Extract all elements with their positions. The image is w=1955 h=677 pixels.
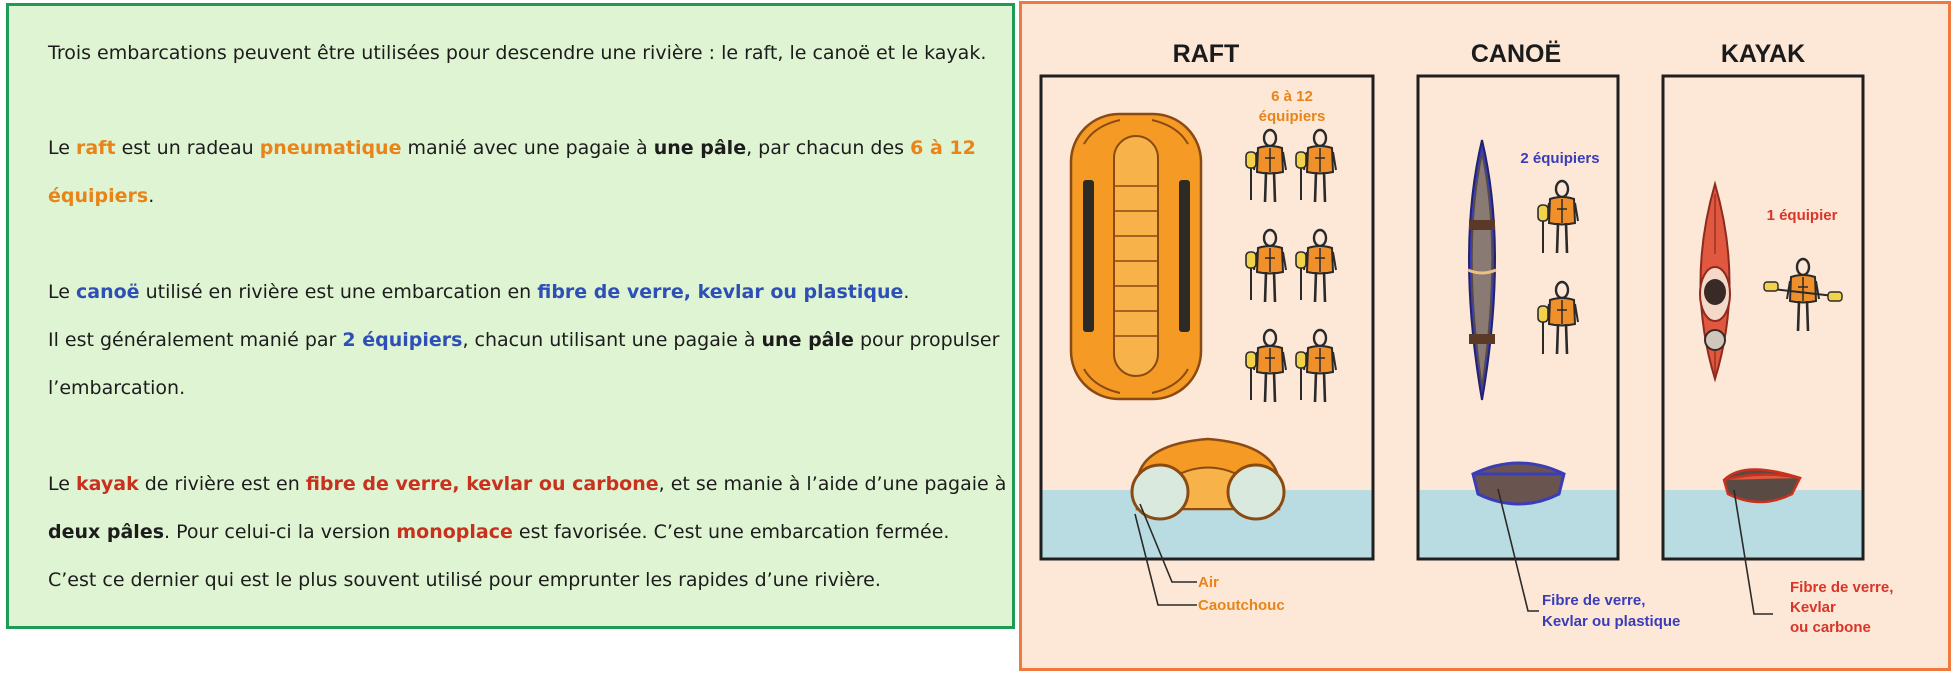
kayak-keyword: kayak [75,473,139,495]
canoe-paragraph-line-2 [48,329,999,351]
raft-crew-label-1: 6 à 12 [1271,88,1313,105]
canoe-paragraph-line-1 [48,281,909,303]
canoe-text: . [903,281,910,303]
raft-keyword: raft [75,137,116,159]
canoe-cross-section-icon [1473,463,1564,504]
text-panel [6,3,1015,629]
kayak-title: KAYAK [1720,40,1806,68]
intro-text: Trois embarcations peuvent être utilisées pour descendre une rivière : le raft, le canoë et le kayak. [48,42,987,64]
canoe-material-1: Fibre de verre, [1542,592,1646,609]
kayak-material-2: Kevlar [1790,599,1836,616]
kayak-text: C’est ce dernier qui est le plus souvent utilisé pour emprunter les rapides d’une rivière. [48,569,881,591]
illustration-panel [1019,1,1951,671]
raft-text: est un radeau [115,137,260,159]
raft-crew-label-2: équipiers [1258,108,1326,125]
raft-top-view-icon [1071,114,1201,399]
canoe-text: Il est généralement manié par [48,329,343,351]
raft-paragraph-line-2 [48,185,154,207]
canoe-keyword: canoë [75,281,140,303]
raft-text: Le [48,137,76,159]
canoe-title: CANOË [1470,40,1562,68]
raft-text: , par chacun des [746,137,911,159]
kayak-text: de rivière est en [138,473,306,495]
canoe-text: Le [48,281,76,303]
kayak-material-1: Fibre de verre, [1790,579,1894,596]
equipiers-keyword: équipiers [48,185,149,207]
kayak-text: est favorisée. C’est une embarcation fermée. [512,521,950,543]
canoe-materials-keyword: fibre de verre, kevlar ou plastique [537,281,904,303]
raft-material-caoutchouc: Caoutchouc [1198,597,1285,614]
kayak-paragraph-line-2 [48,521,949,543]
pneumatique-keyword: pneumatique [259,137,402,159]
kayak-paragraph-line-3 [48,569,881,591]
canoe-paragraph-line-3 [48,377,185,399]
kayak-material-3: ou carbone [1790,619,1871,636]
boats-illustration [1022,4,1948,668]
canoe-text: , chacun utilisant une pagaie à [462,329,762,351]
canoe-text: utilisé en rivière est une embarcation en [139,281,538,303]
monoplace-keyword: monoplace [396,521,513,543]
kayak-materials-keyword: fibre de verre, kevlar ou carbone [305,473,659,495]
deux-pales-keyword: deux pâles [48,521,165,543]
canoe-material-2: Kevlar ou plastique [1542,613,1681,630]
canoe-text: l’embarcation. [48,377,186,399]
kayak-text: Le [48,473,76,495]
raft-title: RAFT [1172,40,1240,68]
kayak-text: . Pour celui-ci la version [164,521,397,543]
raft-paragraph-line-1 [48,137,976,159]
kayak-paragraph-line-1 [48,473,1006,495]
raft-material-air: Air [1198,574,1219,591]
kayak-text: , et se manie à l’aide d’une pagaie à [658,473,1007,495]
une-pale-keyword: une pâle [653,137,747,159]
raft-text: manié avec une pagaie à [401,137,654,159]
une-pale-keyword: une pâle [761,329,854,351]
canoe-crew-label: 2 équipiers [1520,150,1600,167]
raft-text: . [148,185,155,207]
canoe-crew-keyword: 2 équipiers [342,329,463,351]
intro-line [48,42,986,64]
kayak-crew-label: 1 équipier [1766,207,1838,224]
crew-count-keyword: 6 à 12 [910,137,976,159]
canoe-text: pour propulser [853,329,1000,351]
